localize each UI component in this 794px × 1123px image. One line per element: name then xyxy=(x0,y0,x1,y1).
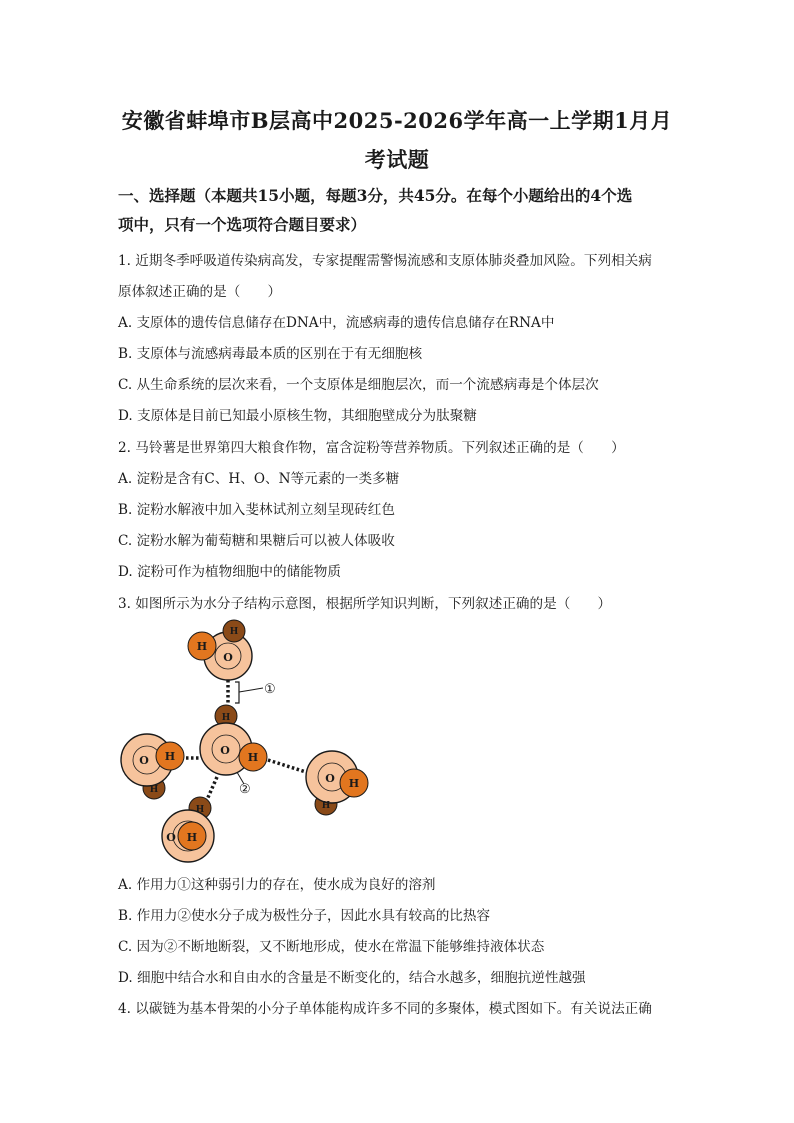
q2-stem: 2. 马铃薯是世界第四大粮食作物，富含淀粉等营养物质。下列叙述正确的是（ ） xyxy=(118,440,625,456)
o-label: O xyxy=(166,831,176,844)
marker-1: ① xyxy=(264,682,276,697)
q1-stem-line-1: 1. 近期冬季呼吸道传染病高发，专家提醒需警惕流感和支原体肺炎叠加风险。下列相关病 xyxy=(118,253,652,269)
h-label: H xyxy=(196,640,208,653)
h-label: H xyxy=(195,805,205,815)
q1-option-c: C. 从生命系统的层次来看，一个支原体是细胞层次，而一个流感病毒是个体层次 xyxy=(118,377,599,393)
section-heading-line-2: 项中，只有一个选项符合题目要求） xyxy=(118,215,367,234)
q3-option-b: B. 作用力②使水分子成为极性分子，因此水具有较高的比热容 xyxy=(118,908,491,924)
q1-option-d: D. 支原体是目前已知最小原核生物，其细胞壁成分为肽聚糖 xyxy=(118,408,477,424)
h-label: H xyxy=(348,777,360,790)
q2-option-c: C. 淀粉水解为葡萄糖和果糖后可以被人体吸收 xyxy=(118,533,395,549)
q3-stem: 3. 如图所示为水分子结构示意图，根据所学知识判断，下列叙述正确的是（ ） xyxy=(118,596,612,612)
water-molecule-left xyxy=(121,734,184,799)
q2-option-b: B. 淀粉水解液中加入斐林试剂立刻呈现砖红色 xyxy=(118,502,395,518)
bond-bracket xyxy=(235,682,239,703)
exam-title-line-1: 安徽省蚌埠市B层高中2025-2026学年高一上学期1月月 xyxy=(121,108,673,133)
water-molecule-right xyxy=(306,751,368,815)
q4-stem-line-1: 4. 以碳链为基本骨架的小分子单体能构成许多不同的多聚体，模式图如下。有关说法正确 xyxy=(118,1001,652,1017)
marker-2: ② xyxy=(239,782,251,797)
o-label: O xyxy=(223,651,233,664)
water-molecule-figure xyxy=(110,612,380,872)
h-label: H xyxy=(247,751,259,764)
q3-option-a: A. 作用力①这种弱引力的存在，使水成为良好的溶剂 xyxy=(118,877,436,893)
q2-option-a: A. 淀粉是含有C、H、O、N等元素的一类多糖 xyxy=(118,471,400,487)
q1-option-b: B. 支原体与流感病毒最本质的区别在于有无细胞核 xyxy=(118,346,423,362)
q1-stem-line-2: 原体叙述正确的是（ ） xyxy=(118,284,282,300)
q1-option-a: A. 支原体的遗传信息储存在DNA中，流感病毒的遗传信息储存在RNA中 xyxy=(118,315,555,331)
h-label: H xyxy=(221,713,231,723)
exam-title-line-2: 考试题 xyxy=(364,147,430,172)
h-label: H xyxy=(229,627,239,637)
h-label: H xyxy=(321,801,331,811)
h-label: H xyxy=(149,785,159,795)
o-label: O xyxy=(139,754,149,767)
q3-option-d: D. 细胞中结合水和自由水的含量是不断变化的，结合水越多，细胞抗逆性越强 xyxy=(118,970,586,986)
hydrogen-bond-bottom xyxy=(206,777,217,802)
q3-option-c: C. 因为②不断地断裂，又不断地形成，使水在常温下能够维持液体状态 xyxy=(118,939,545,955)
section-heading-line-1: 一、选择题（本题共15小题，每题3分，共45分。在每个小题给出的4个选 xyxy=(118,186,633,205)
hydrogen-bond-right xyxy=(268,760,306,772)
leader-line-1 xyxy=(239,688,263,692)
q2-option-d: D. 淀粉可作为植物细胞中的储能物质 xyxy=(118,564,341,580)
h-label: H xyxy=(186,831,198,844)
water-molecule-bottom xyxy=(162,797,214,862)
water-molecule-center xyxy=(200,705,267,775)
o-label: O xyxy=(325,772,335,785)
h-label: H xyxy=(164,750,176,763)
water-molecule-top xyxy=(188,620,252,680)
o-label: O xyxy=(220,744,230,757)
